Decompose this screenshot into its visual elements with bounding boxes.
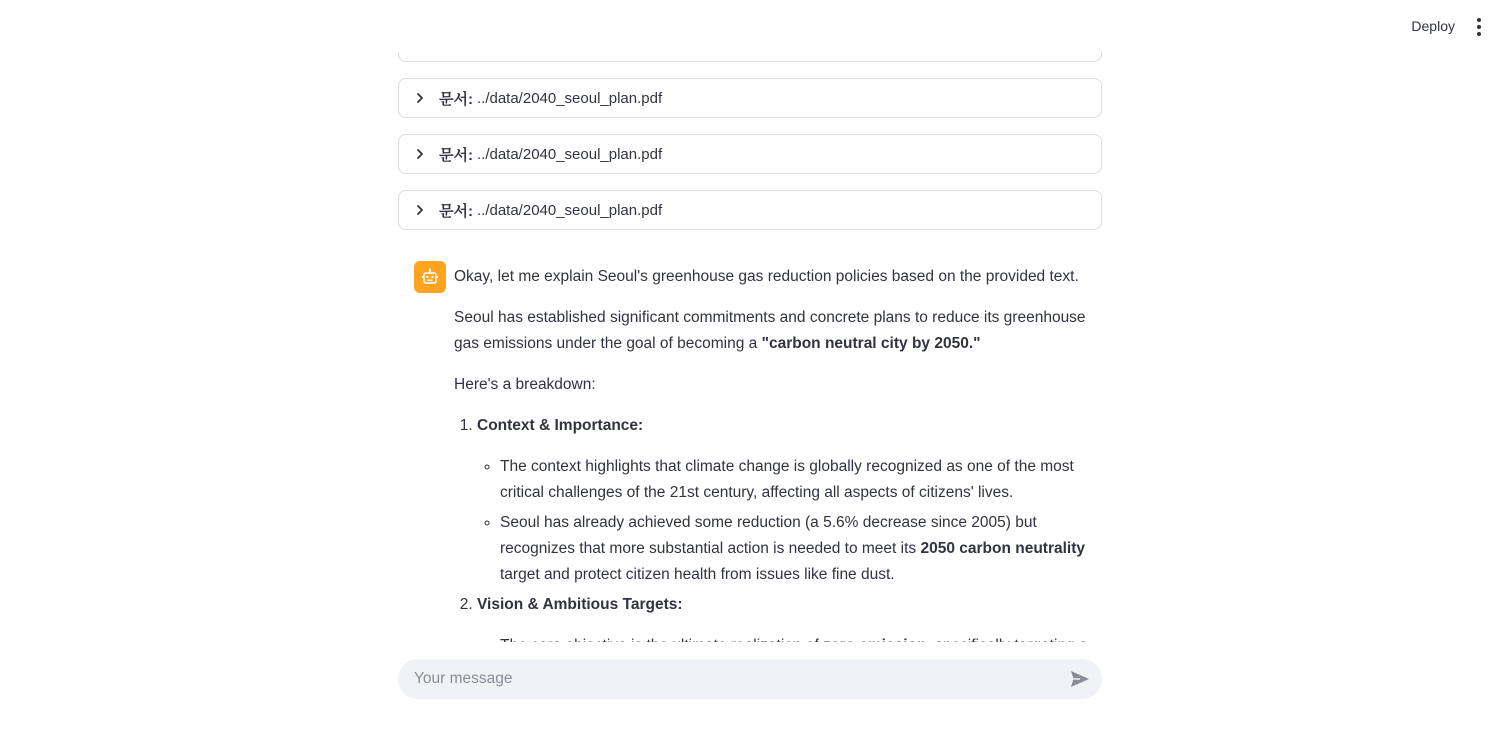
paragraph-bold: "carbon neutral city by 2050." bbox=[761, 335, 981, 352]
message-paragraph: Here's a breakdown: bbox=[454, 376, 596, 393]
message-intro: Okay, let me explain Seoul's greenhouse gas reduction policies based on the provided text. bbox=[454, 268, 1079, 285]
sub-list-item bbox=[500, 510, 1104, 588]
robot-icon bbox=[420, 267, 440, 287]
send-arrow-icon bbox=[1070, 670, 1090, 688]
source-label: 문서: bbox=[439, 202, 473, 220]
chevron-right-icon bbox=[415, 205, 425, 215]
bullet-bold: 2050 carbon neutrality bbox=[920, 540, 1085, 557]
list-item bbox=[477, 413, 1104, 588]
source-expander-1[interactable] bbox=[398, 78, 1102, 118]
source-path: ../data/2040_seoul_plan.pdf bbox=[476, 89, 663, 107]
message-content bbox=[454, 264, 1104, 689]
send-button[interactable] bbox=[1060, 659, 1100, 699]
source-label: 문서: bbox=[439, 90, 473, 108]
vertical-ellipsis-icon[interactable] bbox=[1469, 16, 1489, 38]
source-path: ../data/2040_seoul_plan.pdf bbox=[476, 201, 663, 219]
chat-input[interactable] bbox=[398, 659, 1060, 699]
section-title: 1. Context & Importance: bbox=[477, 417, 644, 434]
source-expander-3[interactable] bbox=[398, 190, 1102, 230]
chat-input-container bbox=[398, 659, 1102, 699]
top-toolbar bbox=[0, 0, 1495, 52]
section-title: 2. Vision & Ambitious Targets: bbox=[477, 596, 683, 613]
assistant-avatar bbox=[414, 261, 446, 293]
source-expander-2[interactable] bbox=[398, 134, 1102, 174]
sub-list-item: ◦ The context highlights that climate change is globally recognized as one of the most critical challenges of the 21st century, affecting all aspects of citizens' lives. bbox=[500, 454, 1104, 506]
bullet-text: Seoul has already achieved some reduction (a 5.6% decrease since 2005) but recognizes that more substantial action is needed to meet its bbox=[500, 514, 1037, 557]
message-paragraph bbox=[454, 305, 1104, 357]
source-path: ../data/2040_seoul_plan.pdf bbox=[476, 145, 663, 163]
paragraph-text: Seoul has established significant commitments and concrete plans to reduce its greenhouse gas emissions under the goal of becoming a bbox=[454, 309, 1086, 352]
sub-list bbox=[477, 454, 1104, 588]
chevron-right-icon bbox=[415, 149, 425, 159]
bullet-text: target and protect citizen health from issues like fine dust. bbox=[500, 566, 895, 583]
source-label: 문서: bbox=[439, 146, 473, 164]
chat-input-bar bbox=[0, 642, 1495, 745]
chevron-right-icon bbox=[415, 93, 425, 103]
deploy-button[interactable]: Deploy bbox=[1405, 14, 1461, 38]
